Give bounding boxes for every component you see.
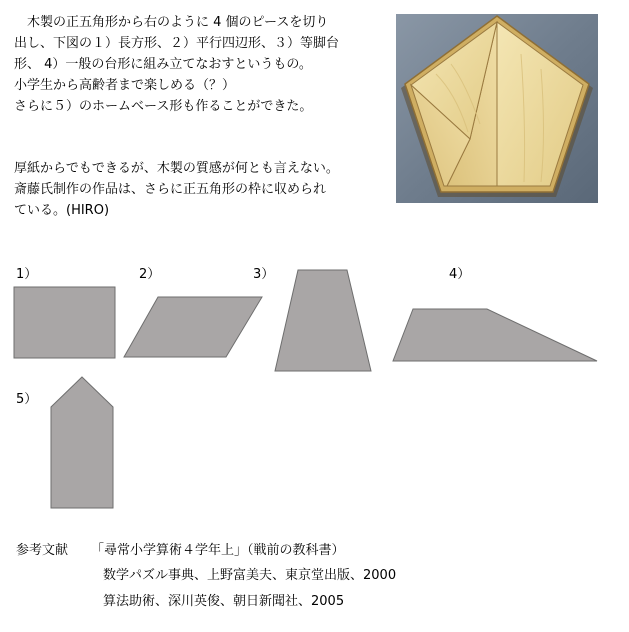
note-line: ている。(HIRO) xyxy=(14,203,110,218)
shape-label-2: 2） xyxy=(139,267,161,282)
intro-line: 形、 4）一般の台形に組み立てなおすというもの。 xyxy=(14,57,312,72)
note-line: 厚紙からでもできるが、木製の質感が何とも言えない。 xyxy=(14,161,339,176)
isosceles-trapezoid-shape xyxy=(275,270,371,371)
home-base-shape xyxy=(51,377,113,508)
shape-label-5: 5） xyxy=(16,392,38,407)
general-trapezoid-shape xyxy=(393,309,597,361)
shape-label-4: 4） xyxy=(449,267,471,282)
parallelogram-shape xyxy=(124,297,262,357)
shape-label-3: 3） xyxy=(253,267,275,282)
intro-line: さらに５）のホームベース形も作ることができた。 xyxy=(14,99,313,114)
note-line: 斎藤氏制作の作品は、さらに正五角形の枠に収められ xyxy=(14,182,327,197)
rectangle-shape xyxy=(14,287,115,358)
intro-line: 木製の正五角形から右のように 4 個のピースを切り xyxy=(14,15,329,30)
shape-label-1: 1） xyxy=(16,267,38,282)
reference-item: 「尋常小学算術４学年上」（戦前の教科書） xyxy=(91,543,345,558)
reference-item: 算法助術、深川英俊、朝日新聞社、2005 xyxy=(103,594,345,609)
intro-line: 出し、下図の１）長方形、２）平行四辺形、３）等脚台 xyxy=(14,36,340,51)
intro-line: 小学生から高齢者まで楽しめる（？） xyxy=(14,78,236,93)
references-heading: 参考文献 xyxy=(16,543,69,558)
reference-item: 数学パズル事典、上野富美夫、東京堂出版、2000 xyxy=(103,568,397,583)
